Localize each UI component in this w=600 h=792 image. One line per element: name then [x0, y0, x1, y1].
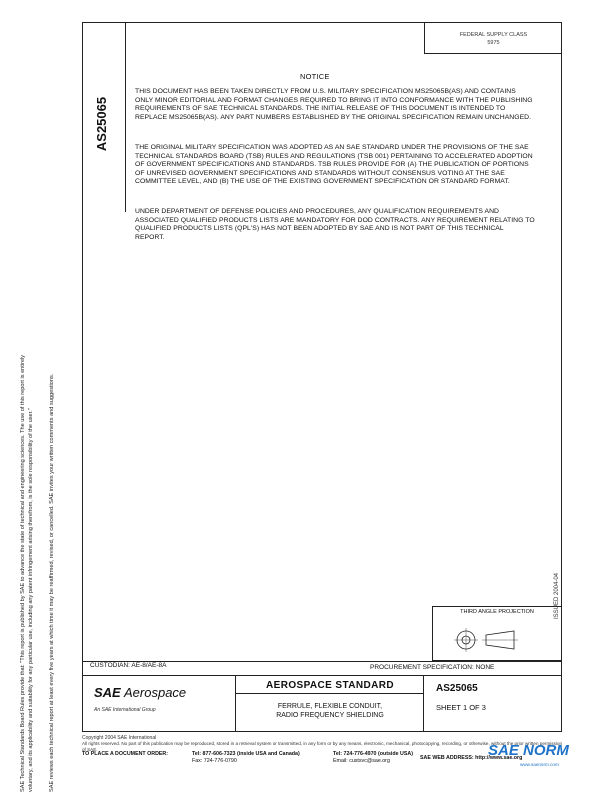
standard-divider [236, 693, 424, 694]
notice-paragraph-3: UNDER DEPARTMENT OF DEFENSE POLICIES AND PROCEDURES, ANY QUALIFICATION REQUIREMENTS AND ASSOCIATED QUALIFIED PRODUCTS LISTS ARE MANDATORY FOR DOD CONTRACTS. ANY REQUIREMENT RELATING TO QUALIFIED PRODUCTS LISTS (QPL'S) HAS NOT BEEN ADOPTED BY SAE AND IS NOT PART OF THIS TECHNICAL REPORT. [135, 208, 535, 241]
legal-notice-rotated [20, 172, 60, 792]
projection-label: THIRD ANGLE PROJECTION [460, 609, 534, 615]
fed-class-number: 5975 [487, 40, 500, 46]
standard-title: AEROSPACE STANDARD [266, 680, 394, 691]
federal-supply-class-box [424, 22, 562, 54]
custodian-text: CUSTODIAN: AE-8/AE-8A [90, 662, 167, 669]
legal-line-2: voluntary, and its applicability and suitability for any particular use, including any patent infringement arising therefrom, is the sole responsibility of the user." [27, 408, 34, 792]
footer-rights: All rights reserved. No part of this publication may be reproduced, stored in a retrieval system or transmitted, in any form or by any means, electronic, mechanical, photocopying, recording, or otherwise, without the prior written permission of SAE. [82, 741, 563, 752]
saenorm-watermark-url: www.saenorm.com [520, 762, 559, 767]
procurement-specification: PROCUREMENT SPECIFICATION: NONE [370, 664, 495, 671]
footer-fax: Fax: 724-776-0790 [192, 758, 237, 764]
logo-cell [82, 675, 236, 732]
footer-phone-intl: Tel: 724-776-4970 (outside USA) [333, 751, 413, 757]
saenorm-watermark-logo: SAE NORM [488, 742, 569, 759]
legal-line-1: SAE Technical Standards Board Rules provide that: "This report is published by SAE to advance the state of technical and engineering sciences. The use of this report is entirely [20, 354, 26, 792]
footer-web-address[interactable]: SAE WEB ADDRESS: http://www.sae.org [420, 755, 523, 761]
standard-description-line-2: RADIO FREQUENCY SHIELDING [276, 712, 384, 719]
notice-title: NOTICE [300, 72, 330, 81]
notice-paragraph-2: THE ORIGINAL MILITARY SPECIFICATION WAS ADOPTED AS AN SAE STANDARD UNDER THE PROVISIONS OF THE SAE TECHNICAL STANDARDS BOARD (TSB) RULES AND REGULATIONS (TSB 001) PERTAINING TO ACCELERATED ADOPTION OF GOVERNMENT SPECIFICATIONS AND STANDARDS. TSB RULES PROVIDE FOR (A) THE PUBLICATION OF PORTIONS OF UNREVISED GOVERNMENT SPECIFICATIONS AND STANDARDS WITHOUT CONSENSUS VOTING AT THE SAE COMMITTEE LEVEL, AND (B) THE USE OF THE EXISTING GOVERNMENT SPECIFICATION OR STANDARD FORMAT. [135, 144, 533, 185]
side-document-number: AS25065 [94, 96, 109, 152]
legal-line-3: SAE reviews each technical report at least every five years at which time it may be reaffirmed, revised, or cancelled. SAE invites your written comments and suggestions. [49, 373, 56, 792]
sae-logo-aerospace: Aerospace [124, 685, 187, 700]
footer-copyright: Copyright 2004 SAE International [82, 735, 157, 741]
notice-paragraph-1: THIS DOCUMENT HAS BEEN TAKEN DIRECTLY FROM U.S. MILITARY SPECIFICATION MS25065B(AS) AND CONTAINS ONLY MINOR EDITORIAL AND FORMAT CHANGES REQUIRED TO BRING IT INTO CONFORMANCE WITH THE PUBLISHING REQUIREMENTS OF SAE TECHNICAL STANDARDS. THE INITIAL RELEASE OF THIS DOCUMENT IS INTENDED TO REPLACE MS25065B(AS). ANY PART NUMBERS ESTABLISHED BY THE ORIGINAL SPECIFICATION REMAIN UNCHANGED. [135, 88, 533, 121]
footer-order-label: TO PLACE A DOCUMENT ORDER: [82, 751, 169, 757]
fed-class-label: FEDERAL SUPPLY CLASS [459, 32, 528, 38]
third-angle-projection-icon [452, 622, 522, 658]
footer-email: Email: custsvc@sae.org [333, 758, 390, 764]
footer-phone-usa: Tel: 877-606-7323 (inside USA and Canada) [192, 751, 300, 757]
sae-logo-mark: SAE [94, 685, 121, 700]
standard-description-line-1: FERRULE, FLEXIBLE CONDUIT, [277, 703, 383, 710]
document-number: AS25065 [436, 683, 478, 694]
sae-logo-subtitle: An SAE International Group [94, 707, 156, 713]
sheet-number: SHEET 1 OF 3 [436, 703, 486, 712]
issued-date: ISSUED 2004-04 [554, 572, 560, 620]
